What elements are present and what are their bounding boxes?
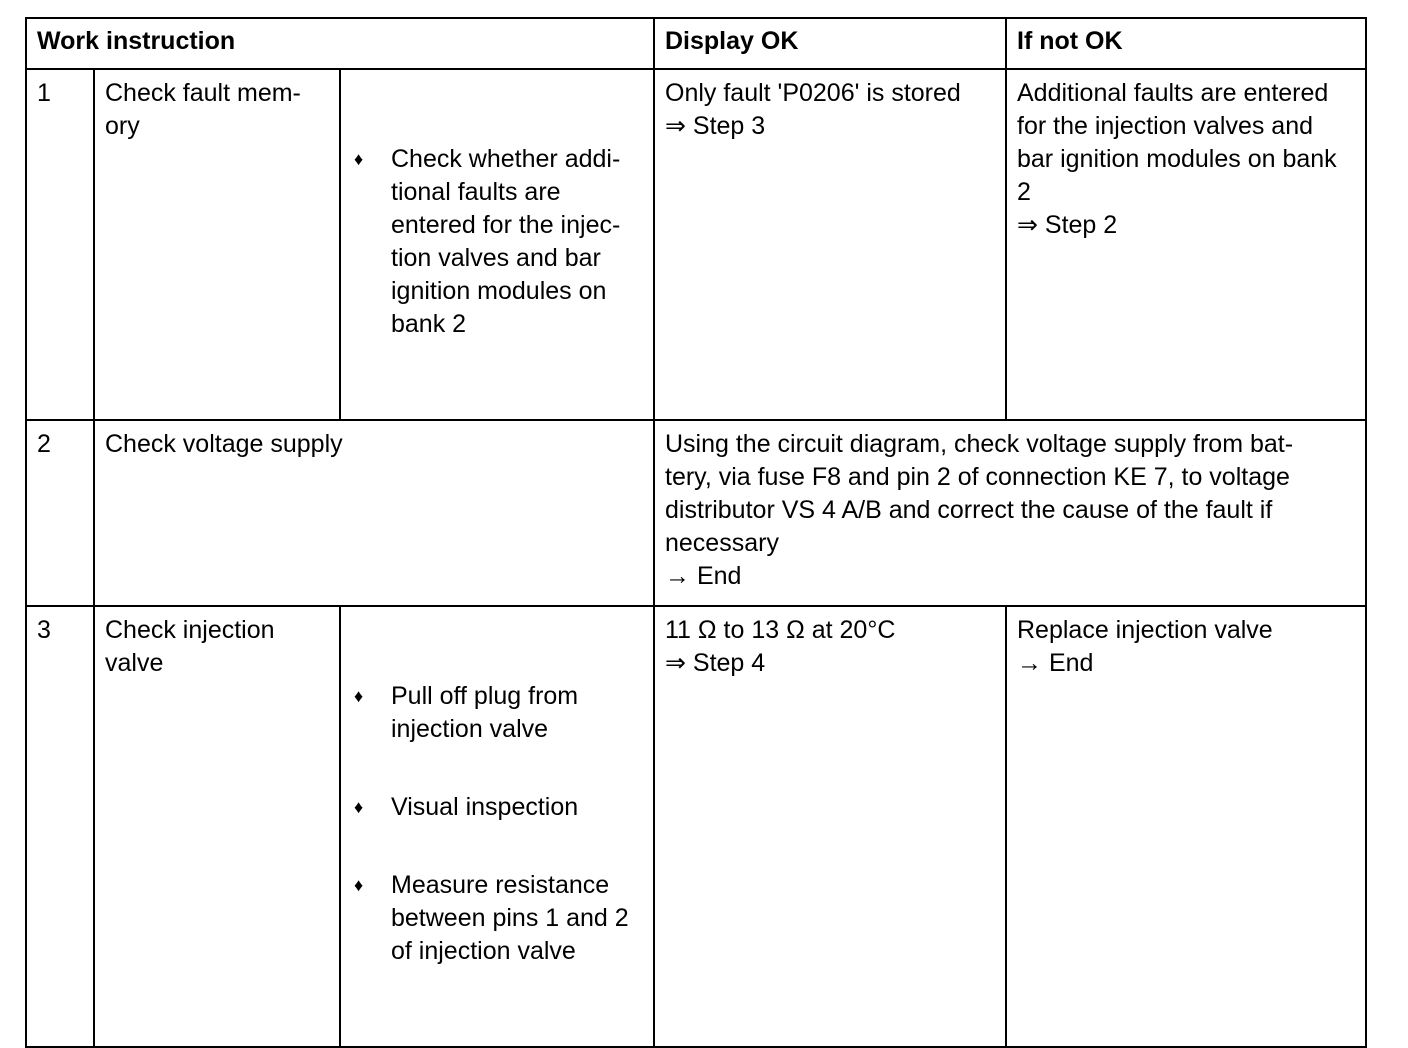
steps-list bbox=[351, 110, 643, 374]
display-ok-cell: 11 Ω to 13 Ω at 20°C ⇒ Step 4 bbox=[654, 606, 1006, 1047]
table-row bbox=[26, 606, 1366, 1047]
task-cell: Check fault mem- ory bbox=[94, 69, 340, 420]
task-cell: Check injection valve bbox=[94, 606, 340, 1047]
step-text: Measure resistance between pins 1 and 2 of injection valve bbox=[391, 871, 629, 965]
if-not-ok-cell: Replace injection valve → End bbox=[1006, 606, 1366, 1047]
step-number: 1 bbox=[26, 69, 94, 420]
if-not-ok-cell: Additional faults are entered for the injection valves and bar ignition modules on bank 2 ⇒ Step 2 bbox=[1006, 69, 1366, 420]
list-item bbox=[351, 680, 643, 746]
diamond-bullet-icon: ♦ bbox=[354, 797, 364, 817]
step-text: Visual inspection bbox=[391, 793, 579, 821]
task-cell: Check voltage supply bbox=[94, 420, 654, 606]
header-display-ok: Display OK bbox=[654, 18, 1006, 69]
list-item bbox=[351, 143, 643, 341]
table-row bbox=[26, 69, 1366, 420]
steps-cell bbox=[340, 69, 654, 420]
header-row bbox=[26, 18, 1366, 69]
work-instruction-table bbox=[25, 17, 1367, 1048]
list-item bbox=[351, 869, 643, 968]
step-number: 2 bbox=[26, 420, 94, 606]
list-item bbox=[351, 791, 643, 824]
diamond-bullet-icon: ♦ bbox=[354, 686, 364, 706]
table-row bbox=[26, 420, 1366, 606]
result-cell: Using the circuit diagram, check voltage supply from bat- tery, via fuse F8 and pin 2 of connection KE 7, to voltage distributor VS 4 A/B and correct the cause of the fault if necessary → End bbox=[654, 420, 1366, 606]
diamond-bullet-icon: ♦ bbox=[354, 149, 364, 169]
steps-cell bbox=[340, 606, 654, 1047]
header-if-not-ok: If not OK bbox=[1006, 18, 1366, 69]
display-ok-cell: Only fault 'P0206' is stored ⇒ Step 3 bbox=[654, 69, 1006, 420]
step-text: Check whether addi- tional faults are entered for the injec- tion valves and bar ignition modules on bank 2 bbox=[391, 145, 621, 338]
diamond-bullet-icon: ♦ bbox=[354, 875, 364, 895]
step-text: Pull off plug from injection valve bbox=[391, 682, 579, 743]
step-number: 3 bbox=[26, 606, 94, 1047]
header-work-instruction: Work instruction bbox=[26, 18, 654, 69]
steps-list bbox=[351, 647, 643, 1001]
